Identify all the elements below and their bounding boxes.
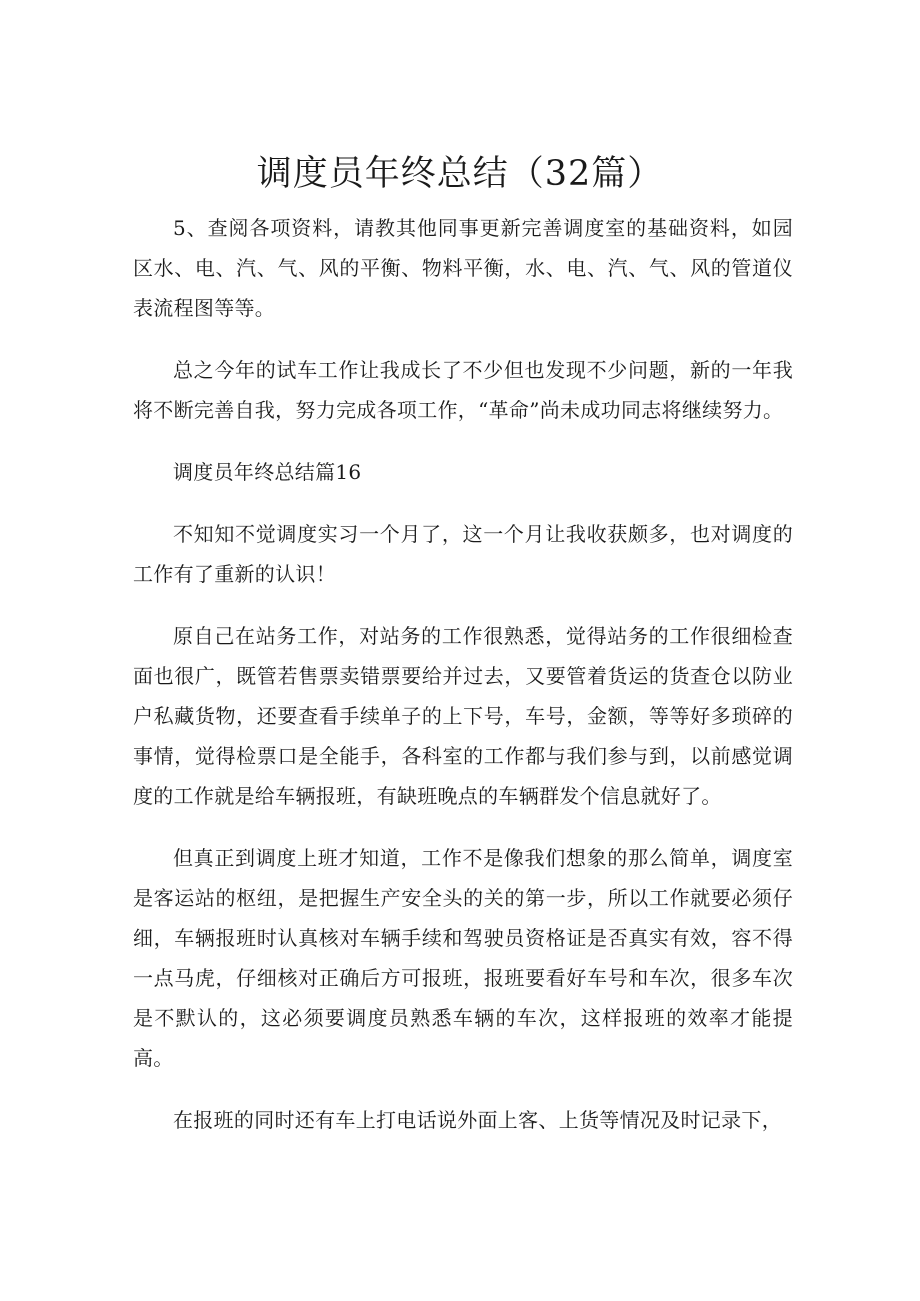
paragraph: 原自己在站务工作，对站务的工作很熟悉，觉得站务的工作很细检查面也很广，既管若售票卖错票要给并过去，又要管着货运的货查仓以防业户私藏货物，还要查看手续单子的上下号，车号，金额，等等好多琐碎的事情，觉得检票口是全能手，各科室的工作都与我们参与到，以前感觉调度的工作就是给车辆报班，有缺班晚点的车辆群发个信息就好了。 [133,624,793,808]
paragraph: 但真正到调度上班才知道，工作不是像我们想象的那么简单，调度室是客运站的枢纽，是把握生产安全头的关的第一步，所以工作就要必须仔细，车辆报班时认真核对车辆手续和驾驶员资格证是否真实有效，容不得一点马虎，仔细核对正确后方可报班，报班要看好车号和车次，很多车次是不默认的，这必须要调度员熟悉车辆的车次，这样报班的效率才能提高。 [133,846,793,1070]
paragraph: 不知知不觉调度实习一个月了，这一个月让我收获颇多，也对调度的工作有了重新的认识！ [133,522,793,586]
section-heading: 调度员年终总结篇16 [173,460,362,484]
document-body [133,208,793,1140]
paragraph: 总之今年的试车工作让我成长了不少但也发现不少问题，新的一年我将不断完善自我，努力完成各项工作，“革命”尚未成功同志将继续努力。 [133,358,793,422]
paragraph: 5、查阅各项资料，请教其他同事更新完善调度室的基础资料，如园区水、电、汽、气、风的平衡、物料平衡，水、电、汽、气、风的管道仪表流程图等等。 [133,216,793,320]
paragraph: 在报班的同时还有车上打电话说外面上客、上货等情况及时记录下， [173,1108,782,1132]
document-title: 调度员年终总结（32篇） [256,154,664,194]
